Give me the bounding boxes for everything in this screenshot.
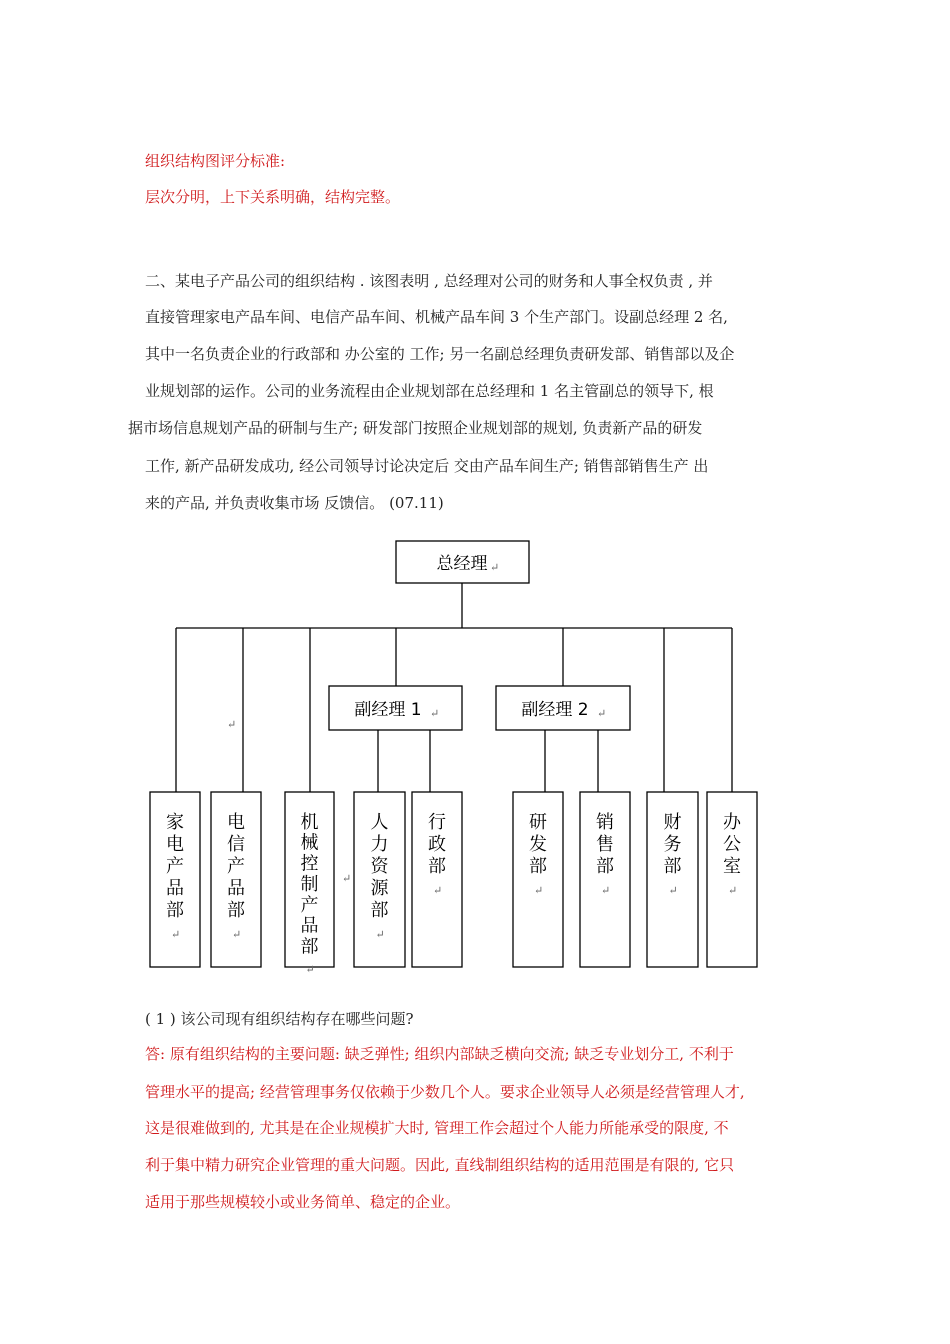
- question2-line-5: 据市场信息规划产品的研制与生产; 研发部门按照企业规划部的规划, 负责新产品的研发: [128, 419, 703, 437]
- department-label: 行政部: [428, 812, 446, 877]
- q1-question: ( 1 ) 该公司现有组织结构存在哪些问题?: [145, 1010, 414, 1028]
- q1-answer-line-3: 这是很难做到的, 尤其是在企业规模扩大时, 管理工作会超过个人能力所能承受的限度, 不: [145, 1119, 729, 1137]
- department-box: [150, 792, 200, 967]
- department-box: [285, 792, 334, 976]
- department-box: [412, 792, 462, 967]
- department-label: 电信产品部: [227, 812, 245, 921]
- criteria-text: 层次分明，上下关系明确，结构完整。: [145, 188, 401, 206]
- department-box: [211, 792, 261, 967]
- return-mark: ↵: [433, 884, 443, 897]
- deputy1-box: [329, 686, 462, 730]
- department-box: [647, 792, 698, 967]
- criteria-title: 组织结构图评分标准:: [145, 152, 286, 170]
- question2-line-2: 直接管理家电产品车间、电信产品车间、机械产品车间 3 个生产部门。设副总经理 2 名,: [145, 308, 728, 326]
- q1-answer-line-4: 利于集中精力研究企业管理的重大问题。因此, 直线制组织结构的适用范围是有限的, 它只: [145, 1156, 735, 1174]
- return-mark: ↵: [728, 884, 738, 897]
- department-boxes: [150, 792, 757, 976]
- return-mark: ↵: [375, 928, 385, 941]
- question2-line-6: 工作, 新产品研发成功, 经公司领导讨论决定后 交由产品车间生产; 销售部销售生产 出: [145, 457, 709, 475]
- department-box: [354, 792, 405, 967]
- department-label: 研发部: [529, 812, 547, 877]
- department-label: 家电产品部: [166, 812, 184, 921]
- return-mark: ↵: [305, 963, 315, 976]
- q1-answer-line-1: 答: 原有组织结构的主要问题: 缺乏弹性; 组织内部缺乏横向交流; 缺乏专业划分工, 不利于: [145, 1045, 734, 1063]
- department-label: 办公室: [723, 812, 741, 877]
- department-label: 销售部: [596, 812, 614, 877]
- question2-line-7: 来的产品, 并负责收集市场 反馈信。 (07.11): [145, 494, 444, 512]
- top-box-label: 总经理: [436, 554, 488, 574]
- department-label: 机械控制产品部: [300, 812, 319, 958]
- department-box: [513, 792, 563, 967]
- top-box: [396, 541, 529, 583]
- deputy1-box-label: 副经理 1: [354, 700, 422, 720]
- question2-line-4: 业规划部的运作。公司的业务流程由企业规划部在总经理和 1 名主管副总的领导下, 根: [145, 382, 714, 400]
- return-mark: ↵: [232, 928, 242, 941]
- return-mark: ↵: [668, 884, 678, 897]
- deputy2-box-label: 副经理 2: [521, 700, 589, 720]
- return-mark: ↵: [601, 884, 611, 897]
- question2-line-1: 二、某电子产品公司的组织结构 . 该图表明 , 总经理对公司的财务和人事全权负责 , 并: [145, 272, 713, 290]
- department-label: 财务部: [663, 812, 682, 877]
- return-mark: ↵: [430, 707, 440, 720]
- question2-line-3: 其中一名负责企业的行政部和 办公室的 工作; 另一名副总经理负责研发部、销售部以及企: [145, 345, 735, 363]
- return-mark: ↵: [597, 707, 607, 720]
- return-mark: ↵: [490, 561, 500, 574]
- return-mark: ↵: [171, 928, 181, 941]
- q1-answer-line-5: 适用于那些规模较小或业务简单、稳定的企业。: [145, 1193, 461, 1211]
- return-mark: ↵: [534, 884, 544, 897]
- department-box: [707, 792, 757, 967]
- q1-answer-line-2: 管理水平的提高; 经营管理事务仅依赖于少数几个人。要求企业领导人必须是经营管理人才,: [145, 1083, 745, 1101]
- department-box: [580, 792, 630, 967]
- department-label: 人力资源部: [370, 812, 389, 921]
- deputy2-box: [496, 686, 630, 730]
- return-mark: ↵: [227, 718, 237, 731]
- return-mark: ↵: [342, 872, 352, 885]
